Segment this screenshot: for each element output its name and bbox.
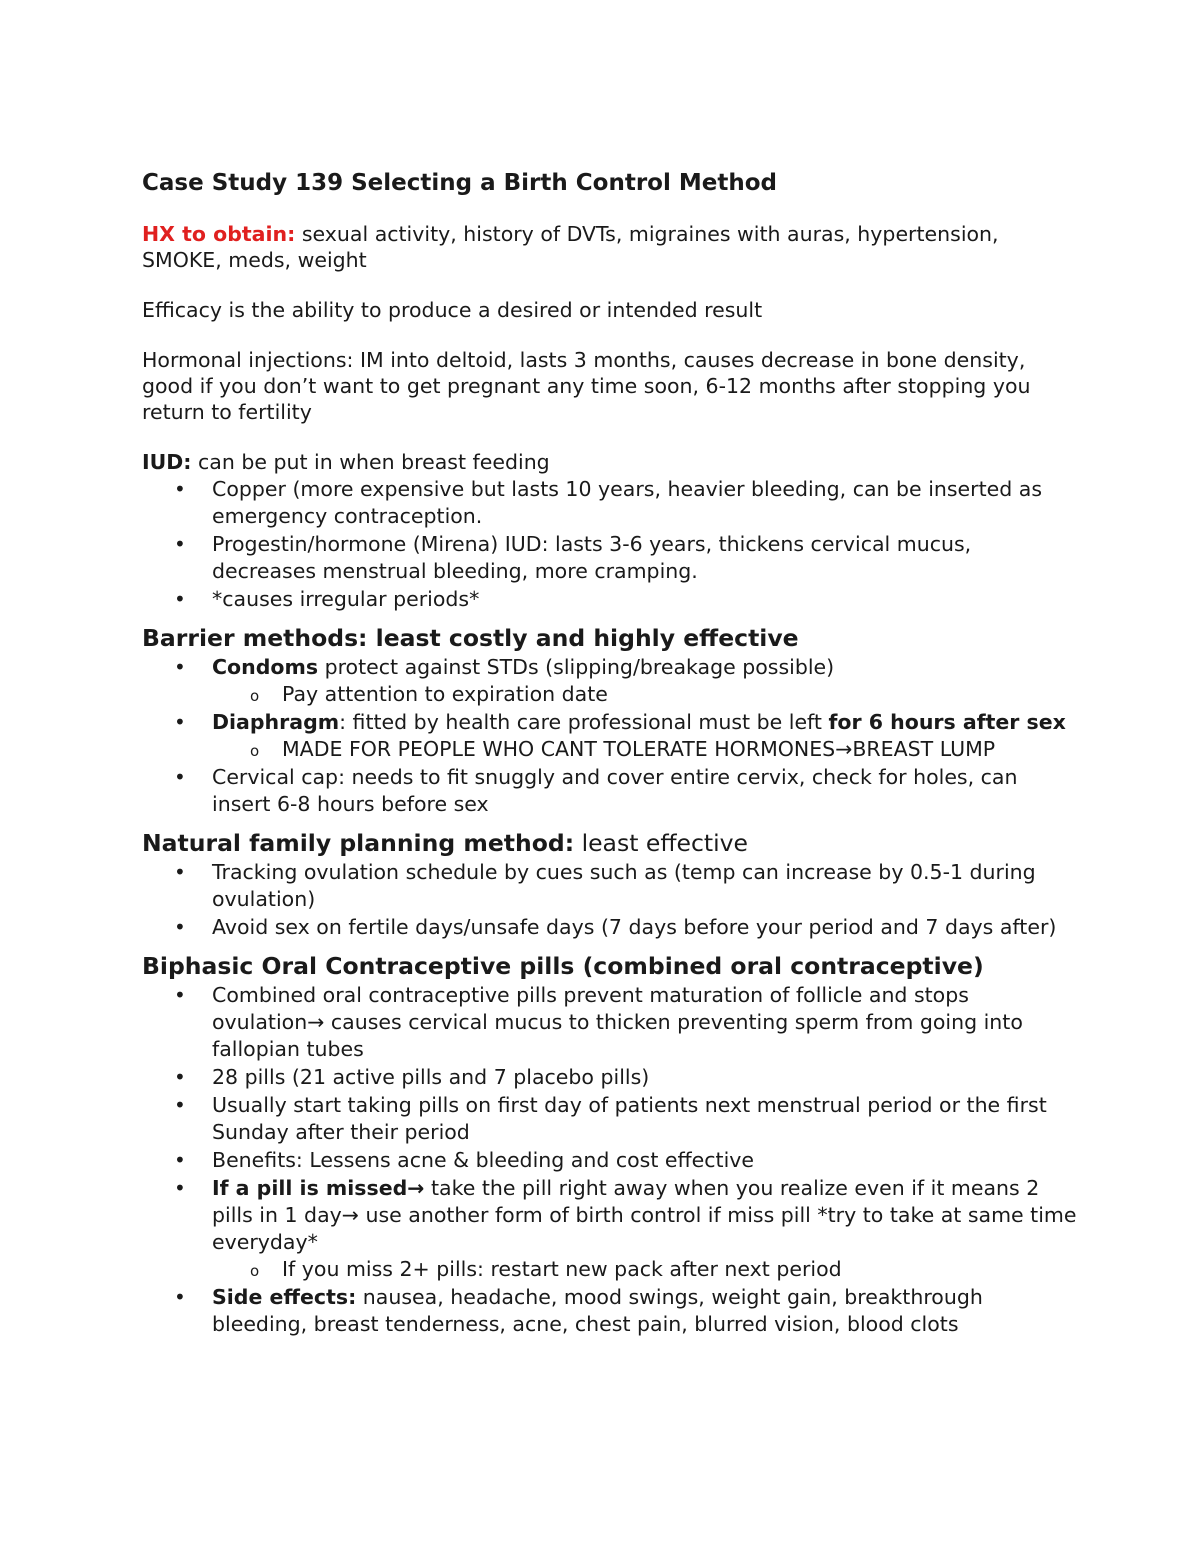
list-item: • Tracking ovulation schedule by cues such as (temp can increase by 0.5-1 during ovulation) xyxy=(142,859,1080,913)
biphasic-list xyxy=(142,982,1080,1338)
condoms-text: protect against STDs (slipping/breakage possible) xyxy=(318,655,835,679)
list-item: • Usually start taking pills on first day of patients next menstrual period or the first Sunday after their period xyxy=(142,1092,1080,1146)
hx-label: HX to obtain: xyxy=(142,222,296,246)
list-item xyxy=(142,1284,1080,1338)
missed-label: If a pill is missed→ xyxy=(212,1176,425,1200)
missed-text: take the pill right away when you realize even if it means 2 pills in 1 day→ use another form of birth control if miss pill *try to take at same time everyday* xyxy=(212,1176,1077,1254)
sub-list-item: o Pay attention to expiration date xyxy=(212,681,1080,708)
hormonal-paragraph: Hormonal injections: IM into deltoid, lasts 3 months, causes decrease in bone density, good if you don’t want to get pregnant any time soon, 6-12 months after stopping you return to fertility xyxy=(142,348,1031,424)
barrier-heading: Barrier methods: least costly and highly effective xyxy=(142,624,799,652)
natural-heading-bold: Natural family planning method: xyxy=(142,829,575,857)
sub-list-item: o If you miss 2+ pills: restart new pack after next period xyxy=(212,1256,1080,1283)
hx-text: sexual activity, history of DVTs, migraines with auras, hypertension, SMOKE, meds, weight xyxy=(142,222,999,272)
diaphragm-label: Diaphragm xyxy=(212,710,340,734)
iud-label: IUD: xyxy=(142,450,192,474)
list-item: • Combined oral contraceptive pills prevent maturation of follicle and stops ovulation→ causes cervical mucus to thicken preventing sperm from going into fallopian tubes xyxy=(142,982,1080,1063)
natural-heading-norm: least effective xyxy=(574,829,749,857)
condoms-sublist xyxy=(212,681,1080,708)
natural-heading xyxy=(142,828,1080,858)
list-item: • Benefits: Lessens acne & bleeding and cost effective xyxy=(142,1147,1080,1174)
missed-sublist xyxy=(212,1256,1080,1283)
diaphragm-bold: for 6 hours after sex xyxy=(828,710,1066,734)
list-item: • 28 pills (21 active pills and 7 placebo pills) xyxy=(142,1064,1080,1091)
list-item: • Cervical cap: needs to fit snuggly and cover entire cervix, check for holes, can insert 6-8 hours before sex xyxy=(142,764,1080,818)
list-item xyxy=(142,654,1080,708)
diaphragm-sublist xyxy=(212,736,1080,763)
efficacy-paragraph: Efficacy is the ability to produce a desired or intended result xyxy=(142,298,763,322)
iud-list xyxy=(142,476,1080,613)
condoms-label: Condoms xyxy=(212,655,319,679)
list-item: • *causes irregular periods* xyxy=(142,586,1080,613)
iud-text: can be put in when breast feeding xyxy=(191,450,550,474)
hx-paragraph xyxy=(142,221,1080,273)
list-item: • Progestin/hormone (Mirena) IUD: lasts 3-6 years, thickens cervical mucus, decreases menstrual bleeding, more cramping. xyxy=(142,531,1080,585)
diaphragm-text: : fitted by health care professional must be left xyxy=(339,710,829,734)
list-item: • Copper (more expensive but lasts 10 years, heavier bleeding, can be inserted as emergency contraception. xyxy=(142,476,1080,530)
sub-list-item: o MADE FOR PEOPLE WHO CANT TOLERATE HORMONES→BREAST LUMP xyxy=(212,736,1080,763)
list-item: • Avoid sex on fertile days/unsafe days (7 days before your period and 7 days after) xyxy=(142,914,1080,941)
list-item xyxy=(142,709,1080,763)
list-item xyxy=(142,1175,1080,1283)
side-effects-text: nausea, headache, mood swings, weight gain, breakthrough bleeding, breast tenderness, acne, chest pain, blurred vision, blood clots xyxy=(212,1285,983,1336)
document-title: Case Study 139 Selecting a Birth Control Method xyxy=(142,170,777,196)
side-effects-label: Side effects: xyxy=(212,1285,357,1309)
biphasic-heading: Biphasic Oral Contraceptive pills (combined oral contraceptive) xyxy=(142,952,984,980)
iud-paragraph xyxy=(142,449,1080,475)
natural-list xyxy=(142,859,1080,941)
barrier-list xyxy=(142,654,1080,818)
